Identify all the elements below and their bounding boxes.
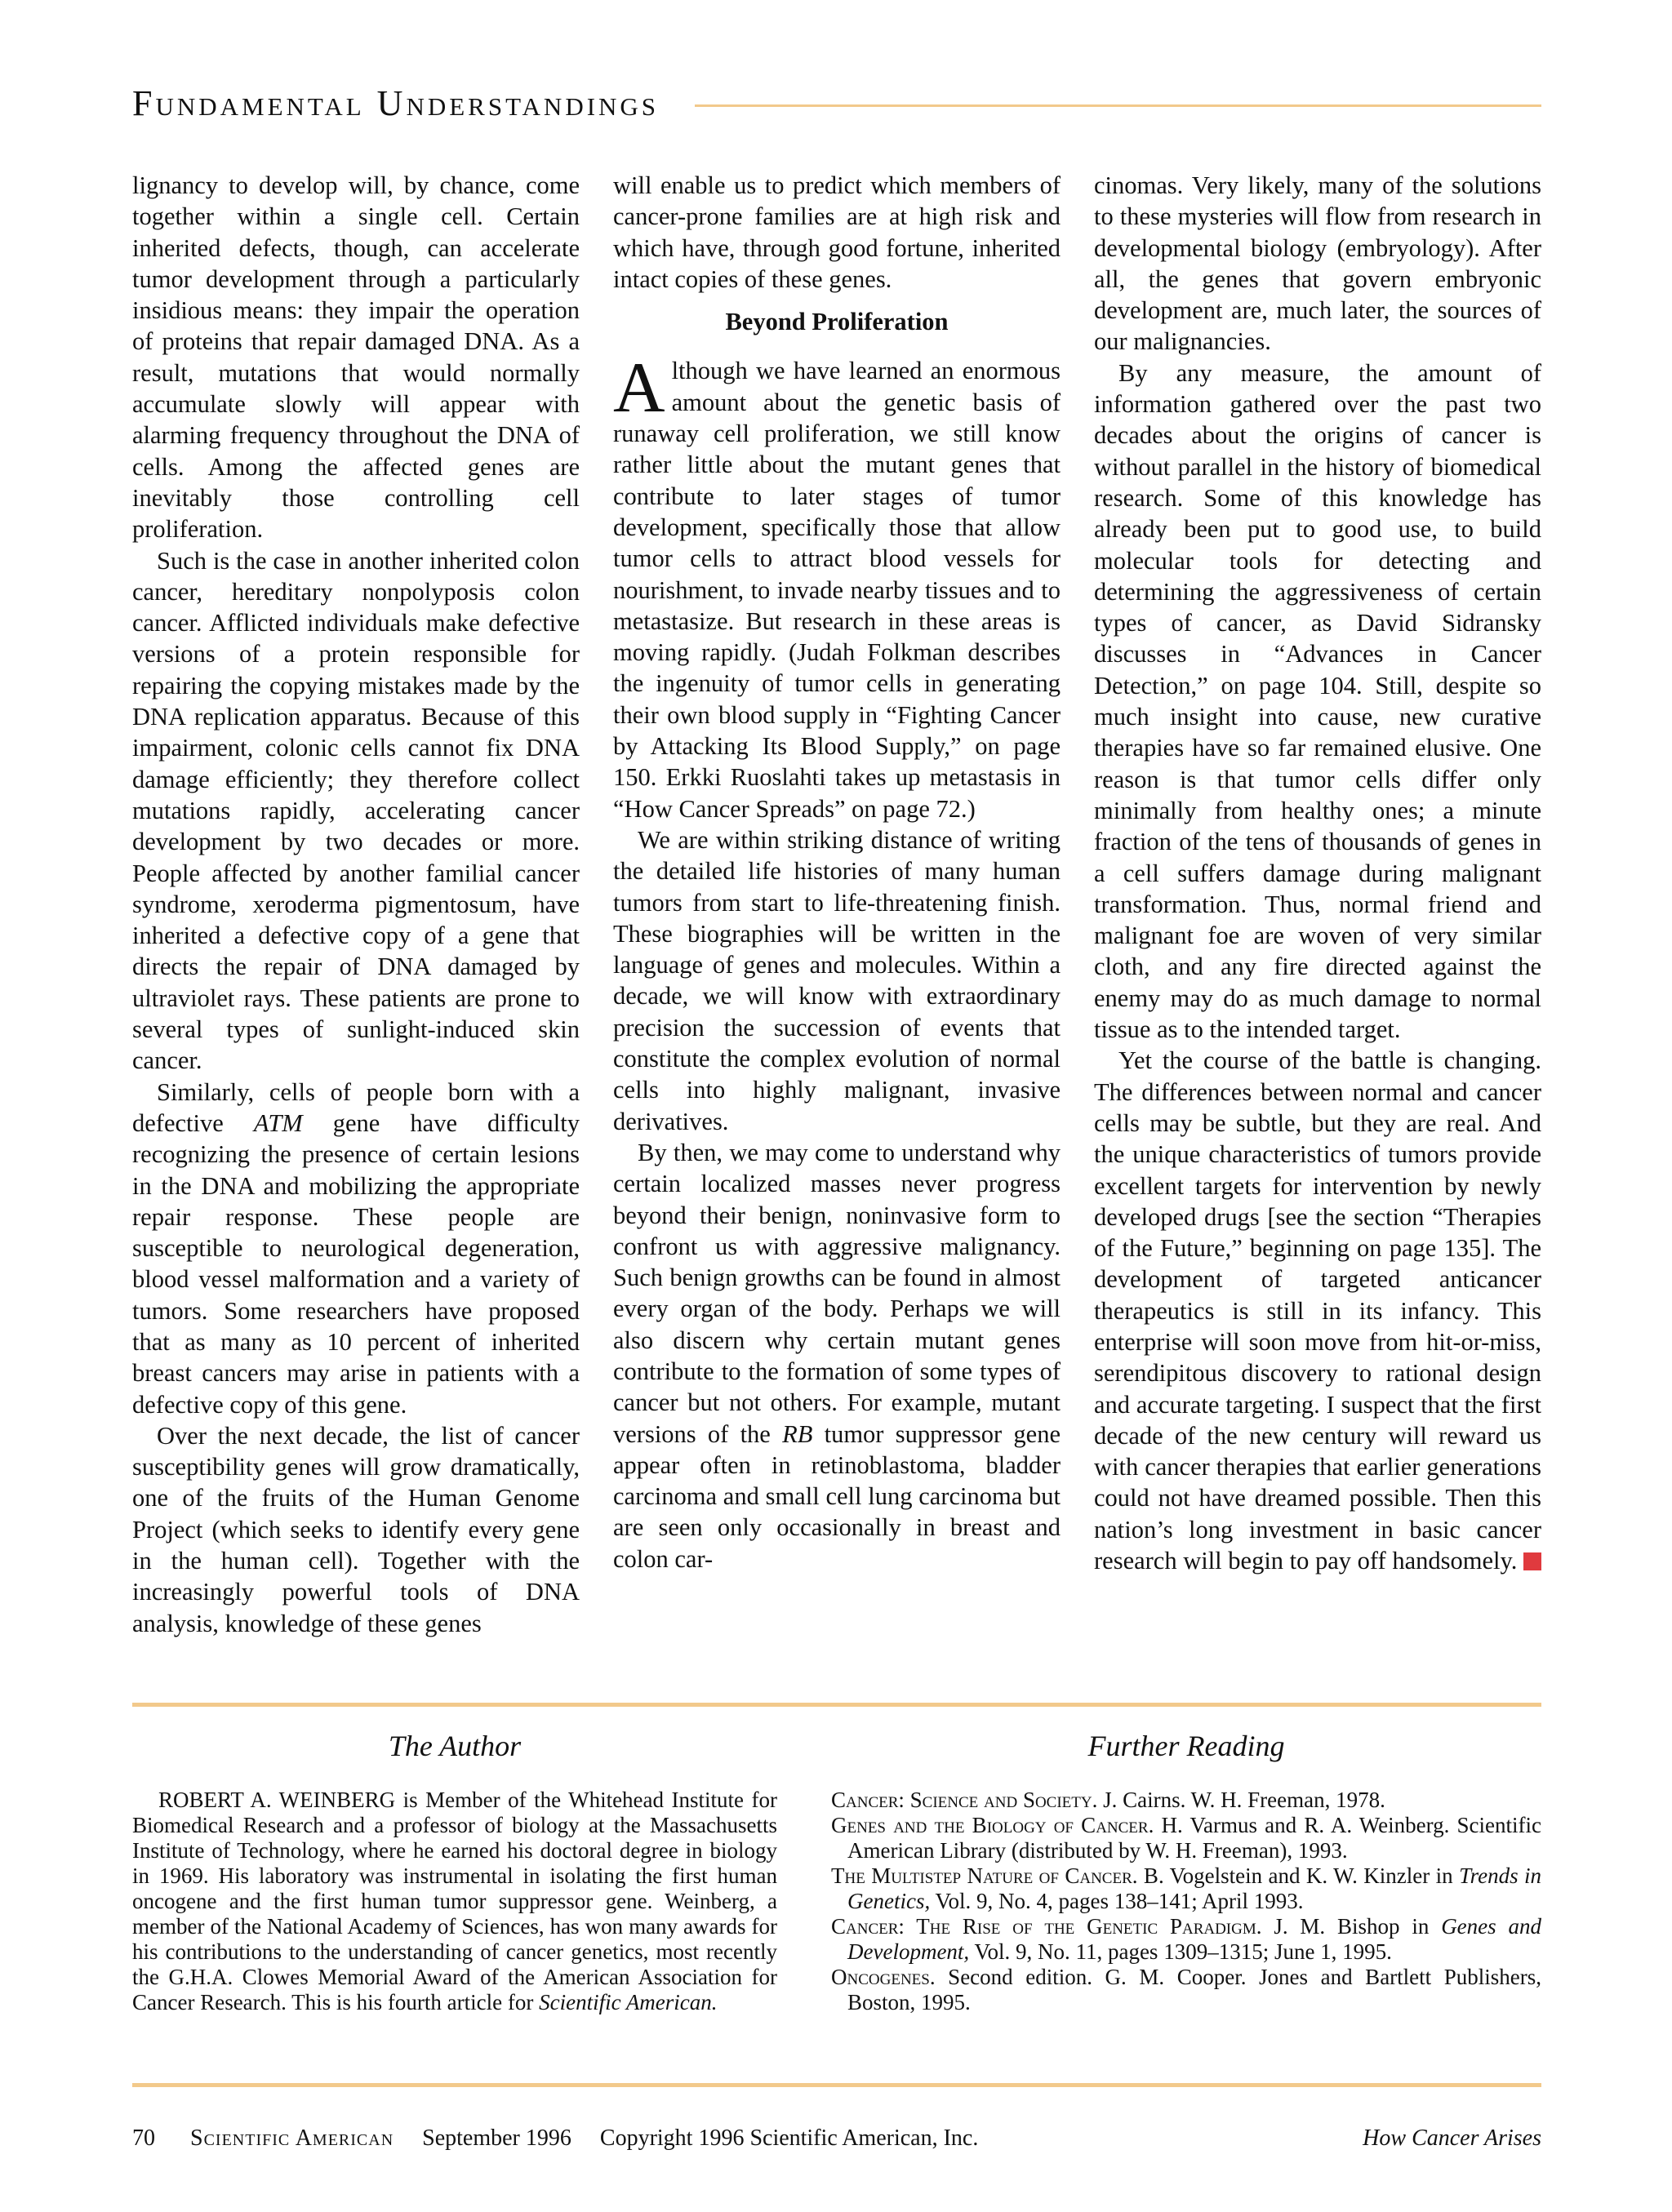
author-heading: The Author: [388, 1730, 522, 1762]
page-number: 70: [132, 2125, 155, 2151]
subheading: Beyond Proliferation: [725, 308, 949, 336]
box-rule-top: [132, 1703, 1541, 1707]
issue-date: September 1996: [422, 2125, 571, 2151]
reference-title: The Multistep Nature of Cancer.: [831, 1863, 1138, 1888]
reference-list: [831, 1788, 1541, 2015]
box-rule-bottom: [132, 2083, 1541, 2087]
page-footer: [132, 2122, 1541, 2155]
reference-text: H. Varmus and R. A. Weinberg. Scientific American Library (distributed by W. H. Freeman), 1993.: [847, 1813, 1541, 1863]
reference-title: Cancer: Science and Society.: [831, 1788, 1098, 1812]
text-span: Yet the course of the battle is changing. The differences between normal and cancer cells may be subtle, but they are real. And the unique characteristics of tumors provide excellent targets for intervention by newly developed drugs [see the section “Therapies of the Future,” beginning on page 135]. The development of targeted anticancer therapeutics is still in its infancy. This enterprise will soon move from hit-or-miss, serendipitous discovery to rational design and accurate targeting. I suspect that the first decade of the new century will reward us with cancer therapies that earlier generations could not have dreamed possible. Then this nation’s long investment in basic cancer research will begin to pay off handsomely.: [1094, 1046, 1541, 1575]
reference-item: [831, 1788, 1541, 1813]
column-1: [132, 170, 580, 1663]
reference-journal: Genes and Development,: [847, 1914, 1541, 1964]
reference-text: B. Vogelstein and K. W. Kinzler in: [1137, 1863, 1460, 1888]
drop-cap: A: [613, 349, 665, 429]
header-rule: [695, 104, 1541, 107]
paragraph: [1094, 1045, 1562, 1576]
author-box: [132, 1729, 777, 2072]
reference-text: Vol. 9, No. 11, pages 1309–1315; June 1, 1995.: [969, 1939, 1392, 1964]
text-span: tumor suppressor gene appear often in retinoblastoma, bladder carcinoma and small cell lung carcinoma but are seen only occasionally in breast and colon car-: [613, 1419, 1061, 1573]
paragraph: Over the next decade, the list of cancer susceptibility genes will grow dramatically, one of the fruits of the Human Genome Project (which seeks to identify every gene in the human cell). Together with the increasingly powerful tools of DNA analysis, knowledge of these genes: [132, 1421, 580, 1637]
paragraph: Such is the case in another inherited colon cancer, hereditary nonpolyposis colon cancer. Afflicted individuals make defective versions of a protein responsible for repairing the copying mistakes made by the DNA replication apparatus. Because of this impairment, colonic cells cannot fix DNA damage efficiently; they therefore collect mutations rapidly, accelerating cancer development by two decades or more. People affected by another familial cancer syndrome, xeroderma pigmentosum, have inherited a defective copy of a gene that directs the repair of DNA damaged by ultraviolet rays. These patients are prone to several types of sunlight-induced skin cancer.: [132, 546, 580, 1075]
magazine-name: Scientific American.: [539, 1990, 718, 2014]
further-reading-box: [831, 1729, 1541, 2072]
reference-item: [831, 1914, 1541, 1965]
text-span: By then, we may come to understand why certain localized masses never progress beyond their benign, noninvasive form to confront us with aggressive malignancy. Such benign growths can be found in almost every organ of the body. Perhaps we will also discern why certain mutant genes contribute to the formation of some types of cancer but not others. For example, mutant versions of the: [613, 1138, 1061, 1448]
author-bio: [132, 1788, 777, 2015]
gene-name: RB: [782, 1419, 813, 1448]
end-mark-logo: SA: [1523, 1552, 1541, 1570]
paragraph: cinomas. Very likely, many of the solutions to these mysteries will flow from research in developmental biology (embryology). After all, the genes that govern embryonic development are, much later, the sources of our malignancies.: [1094, 171, 1541, 356]
reference-item: [831, 1965, 1541, 2015]
reference-item: [831, 1863, 1541, 1914]
end-matter: [132, 1729, 1541, 2072]
reference-item: [831, 1813, 1541, 1863]
reference-text: Second edition. G. M. Cooper. Jones and Bartlett Publishers, Boston, 1995.: [847, 1965, 1541, 2014]
column-3: [1094, 170, 1562, 1663]
copyright: Copyright 1996 Scientific American, Inc.: [599, 2125, 979, 2151]
paragraph: [613, 349, 1061, 824]
gene-name: ATM: [253, 1108, 303, 1137]
text-span: lthough we have learned an enormous amount about the genetic basis of runaway cell proliferation, we still know rather little about the mutant genes that contribute to later stages of tumor development, specifically those that allow tumor cells to attract blood vessels for nourishment, to invade nearby tissues and to metastasize. But research in these areas is moving rapidly. (Judah Folkman describes the ingenuity of tumor cells in generating their own blood supply in “Fighting Cancer by Attacking Its Blood Supply,” on page 150. Erkki Ruoslahti takes up metastasis in “How Cancer Spreads” on page 72.): [613, 357, 1061, 823]
paragraph: will enable us to predict which members of cancer-prone families are at high risk and which have, through good fortune, inherited intact copies of these genes.: [613, 171, 1061, 293]
column-2: [613, 170, 1061, 1663]
article-body: [132, 170, 1562, 1663]
text-span: Similarly, cells of people born with a defective: [132, 1077, 580, 1137]
issue-title: How Cancer Arises: [1363, 2125, 1541, 2151]
paragraph: [613, 1137, 1061, 1575]
footer-left: [132, 2125, 1001, 2152]
section-title: Fundamental Understandings: [132, 82, 660, 123]
text-span: ROBERT A. WEINBERG is Member of the Whitehead Institute for Biomedical Research and a professor of biology at the Massachusetts Institute of Technology, where he earned his doctoral degree in biology in 1969. His laboratory was instrumental in isolating the first human oncogene and the first human tumor suppressor gene. Weinberg, a member of the National Academy of Sciences, has won many awards for his contributions to the understanding of cancer genetics, most recently the G.H.A. Clowes Memorial Award of the American Association for Cancer Research. This is his fourth article for: [132, 1788, 777, 2014]
paragraph: lignancy to develop will, by chance, come together within a single cell. Certain inherited defects, though, can accelerate tumor development through a particularly insidious means: they impair the operation of proteins that repair damaged DNA. As a result, mutations that would normally accumulate slowly will appear with alarming frequency throughout the DNA of cells. Among the affected genes are inevitably those controlling cell proliferation.: [132, 171, 580, 544]
reference-journal: Trends in Genetics,: [847, 1863, 1542, 1913]
reference-title: Genes and the Biology of Cancer.: [831, 1813, 1154, 1837]
reference-text: J. Cairns. W. H. Freeman, 1978.: [1097, 1788, 1385, 1812]
reference-text: J. M. Bishop in: [1261, 1914, 1442, 1939]
section-header: [132, 82, 1541, 124]
paragraph: We are within striking distance of writing the detailed life histories of many human tumors from start to life-threatening finish. These biographies will be written in the language of genes and molecules. Within a decade, we will know with extraordinary precision the succession of events that constitute the complex evolution of normal cells into highly malignant, invasive derivatives.: [613, 825, 1061, 1135]
reference-title: Oncogenes.: [831, 1965, 936, 1989]
paragraph: [132, 1077, 580, 1420]
paragraph: By any measure, the amount of information gathered over the past two decades about the origins of cancer is without parallel in the history of biomedical research. Some of this knowledge has already been put to good use, to build molecular tools for detecting and determining the aggressiveness of certain types of cancer, as David Sidransky discusses in “Advances in Cancer Detection,” on page 104. Still, despite so much insight into cause, new curative therapies have so far remained elusive. One reason is that tumor cells differ only minimally from healthy ones; a minute fraction of the tens of thousands of genes in a cell suffers damage during malignant transformation. Thus, normal friend and malignant foe are woven of very similar cloth, and any fire directed against the enemy may do as much damage to normal tissue as to the intended target.: [1094, 358, 1541, 1044]
further-reading-heading: Further Reading: [1087, 1730, 1285, 1762]
reference-text: Vol. 9, No. 4, pages 138–141; April 1993.: [930, 1889, 1304, 1913]
magazine-name: Scientific American: [190, 2125, 394, 2151]
reference-title: Cancer: The Rise of the Genetic Paradigm.: [831, 1914, 1262, 1939]
text-span: gene have difficulty recognizing the presence of certain lesions in the DNA and mobilizing the appropriate repair response. These people are susceptible to neurological degeneration, blood vessel malformation and a variety of tumors. Some researchers have proposed that as many as 10 percent of inherited breast cancers may arise in patients with a defective copy of this gene.: [132, 1108, 580, 1419]
